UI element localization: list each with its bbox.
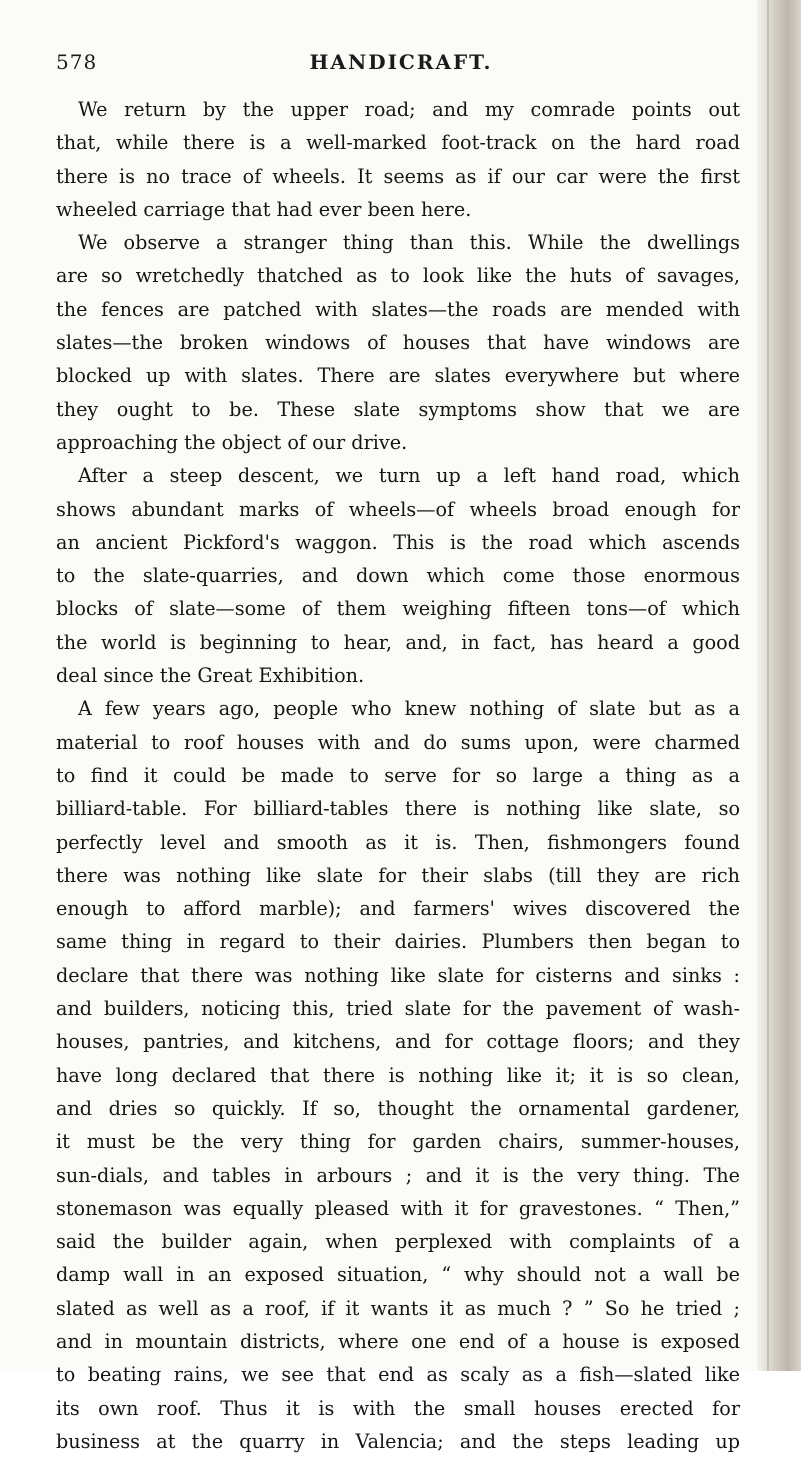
text-line: slates—the broken windows of houses that have windows are [56, 331, 740, 355]
page-header [56, 50, 746, 80]
text-line: it must be the very thing for garden chairs, summer-houses, [56, 1130, 740, 1154]
text-line: billiard-table. For billiard-tables there is nothing like slate, so [56, 797, 740, 821]
text-line: there is no trace of wheels. It seems as if our car were the first [56, 164, 740, 188]
text-line: A few years ago, people who knew nothing of slate but as a [78, 697, 740, 721]
text-line: houses, pantries, and kitchens, and for cottage floors; and they [56, 1030, 740, 1054]
text-line: they ought to be. These slate symptoms show that we are [56, 397, 740, 421]
text-line: enough to afford marble); and farmers' wives discovered the [56, 897, 740, 921]
text-line: shows abundant marks of wheels—of wheels broad enough for [56, 497, 740, 521]
text-line: the fences are patched with slates—the roads are mended with [56, 297, 740, 321]
text-line: same thing in regard to their dairies. Plumbers then began to [56, 930, 740, 954]
text-line: declare that there was nothing like slate for cisterns and sinks : [56, 963, 740, 987]
text-line: there was nothing like slate for their slabs (till they are rich [56, 863, 740, 887]
text-line: material to roof houses with and do sums upon, were charmed [56, 730, 740, 754]
text-line: stonemason was equally pleased with it for gravestones. “ Then,” [56, 1196, 740, 1220]
text-line: said the builder again, when perplexed with complaints of a [56, 1230, 740, 1254]
text-line: sun-dials, and tables in arbours ; and it is the very thing. The [56, 1163, 740, 1187]
text-line: We return by the upper road; and my comrade points out [78, 98, 740, 121]
text-line: to the slate-quarries, and down which come those enormous [56, 564, 740, 588]
text-line: perfectly level and smooth as it is. Then, fishmongers found [56, 830, 740, 854]
text-line: to find it could be made to serve for so large a thing as a [56, 763, 740, 787]
text-line: deal since the Great Exhibition. [56, 664, 365, 688]
text-line: to beating rains, we see that end as scaly as a fish—slated like [56, 1363, 740, 1387]
text-line: blocks of slate—some of them weighing fifteen tons—of which [56, 597, 740, 621]
running-head: HANDICRAFT. [309, 50, 493, 74]
text-line: an ancient Pickford's waggon. This is the road which ascends [56, 530, 740, 554]
text-line: have long declared that there is nothing like it; it is so clean, [56, 1063, 740, 1087]
text-line: After a steep descent, we turn up a left hand road, which [78, 464, 740, 488]
text-line: wheeled carriage that had ever been here. [56, 197, 472, 221]
text-line: and builders, noticing this, tried slate for the pavement of wash- [56, 997, 740, 1021]
text-line: the world is beginning to hear, and, in fact, has heard a good [56, 630, 740, 654]
text-line: slated as well as a roof, if it wants it as much ? ” So he tried ; [56, 1296, 740, 1320]
text-line: We observe a stranger thing than this. While the dwellings [78, 231, 740, 255]
text-line: damp wall in an exposed situation, “ why should not a wall be [56, 1263, 740, 1287]
page-edge-line [767, 0, 769, 1371]
text-line: its own roof. Thus it is with the small houses erected for [56, 1396, 740, 1420]
text-line: and dries so quickly. If so, thought the ornamental gardener, [56, 1096, 740, 1120]
text-line: and in mountain districts, where one end of a house is exposed [56, 1329, 740, 1353]
text-line: approaching the object of our drive. [56, 430, 408, 454]
text-line: are so wretchedly thatched as to look like the huts of savages, [56, 264, 740, 288]
page-gutter-shadow [757, 0, 801, 1371]
text-line: that, while there is a well-marked foot-track on the hard road [56, 131, 740, 155]
text-line: blocked up with slates. There are slates everywhere but where [56, 364, 740, 388]
text-line: business at the quarry in Valencia; and the steps leading up [56, 1429, 740, 1453]
body-text [56, 93, 740, 1458]
page-number: 578 [56, 50, 98, 74]
